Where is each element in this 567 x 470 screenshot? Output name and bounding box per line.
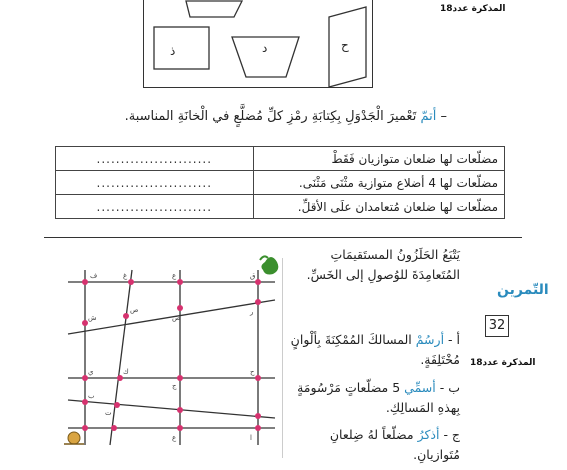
item-marker: ج -	[443, 427, 460, 442]
note-label-top: المذكرة عدد18	[440, 4, 506, 14]
path-map	[60, 250, 280, 450]
map-label: ض	[172, 314, 181, 322]
lettuce-icon	[260, 256, 278, 274]
exercise-item-a	[284, 330, 460, 370]
row-label: مضلّعات لها 4 أضلاع متوازية مثْنَى مَثْنَى.	[253, 171, 504, 195]
item-marker: أ -	[448, 332, 460, 347]
exercise-intro: يَتْبَعُ الحَلَزُونُ المستَقيمَاتِ المُتَعامِدَةَ للوُصولِ إلى الخَسِّ.	[306, 247, 460, 282]
exercise-number: 32	[485, 315, 509, 337]
answer-cell[interactable]: ........................	[56, 195, 254, 219]
path-map-svg	[60, 250, 280, 450]
map-label: ت	[105, 409, 112, 417]
note-label-bottom: المذكرة عدد18	[470, 358, 536, 368]
item-text: المسالكَ المُمْكِنَةَ بِألْوانٍ مُخْتَلِفَةٍ.	[290, 332, 460, 367]
item-text: 5 مضلّعاتٍ مَرْسُومَةٍ بِهذهِ المَسالِكِ.	[297, 380, 460, 415]
map-label: ب	[88, 392, 95, 400]
map-label: ر	[250, 308, 254, 316]
row-label: مضلّعات لها ضلعان متوازيان فَقَطْ	[253, 147, 504, 171]
map-label: ي	[88, 368, 94, 376]
trapezoid-top-shape	[186, 1, 242, 17]
map-label: ج	[172, 382, 177, 390]
instruction-verb: أتمّ	[420, 109, 437, 124]
item-verb: أذكرُ	[417, 427, 440, 442]
table-row	[56, 147, 505, 171]
item-text: مضلّعاً لهُ ضِلعانِ مُتَوازيانِ.	[329, 427, 460, 462]
item-marker: ب -	[439, 380, 460, 395]
exercise-item-c	[284, 425, 460, 465]
item-verb: أرسُمْ	[415, 332, 445, 347]
map-label: ش	[88, 314, 97, 322]
map-lines	[68, 270, 275, 445]
item-verb: أسمِّي	[404, 380, 436, 395]
answer-cell[interactable]: ........................	[56, 147, 254, 171]
map-label: ق	[250, 272, 256, 280]
answer-cell[interactable]: ........................	[56, 171, 254, 195]
exercise-item-b	[284, 378, 460, 418]
row-label: مضلّعات لها ضلعان مُتعامدان علَى الأقلِّ.	[253, 195, 504, 219]
map-label: ع	[172, 272, 177, 280]
shape-letter-dal: د	[262, 41, 268, 55]
instruction-text: تَعْميرَ الْجَدْوَلِ بِكِتابَةِ رمْزِ كلِّ مُضلَّعٍ في الْخانَةِ المناسبة.	[124, 109, 417, 124]
column-divider	[282, 258, 283, 458]
section-divider	[44, 237, 522, 238]
table-row	[56, 195, 505, 219]
shape-letter-ha: ح	[341, 38, 349, 52]
shapes-figure	[143, 0, 373, 88]
map-label: ف	[90, 272, 98, 280]
shapes-svg	[144, 0, 374, 89]
square-shape	[154, 27, 209, 69]
table-row	[56, 171, 505, 195]
shape-letter-dhal: ذ	[170, 44, 176, 58]
map-label: ا	[250, 434, 252, 442]
answer-table	[55, 146, 505, 219]
map-label: ك	[123, 368, 129, 376]
exercise-title: التّمرين	[497, 282, 549, 298]
map-label: ص	[130, 306, 139, 314]
map-label: ح	[250, 368, 255, 376]
instruction: – أتمّ تَعْميرَ الْجَدْوَلِ بِكِتابَةِ رمْزِ كلِّ مُضلَّعٍ في الْخانَةِ المناسبة.	[124, 109, 447, 124]
map-label: غ	[123, 272, 128, 280]
snail-icon	[64, 432, 84, 444]
map-label: ع	[172, 434, 177, 442]
